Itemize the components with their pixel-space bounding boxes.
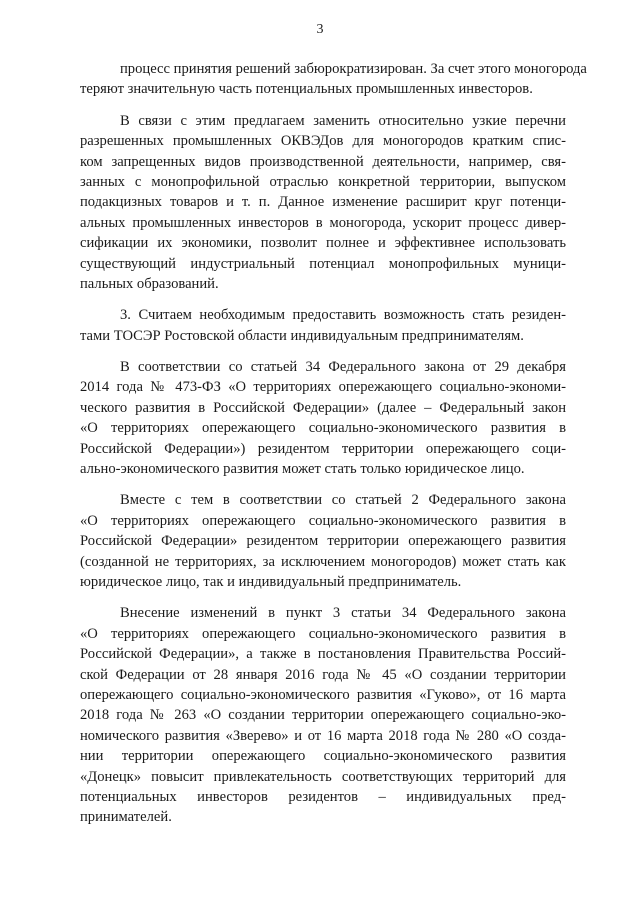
text-line: пальных образований. bbox=[80, 275, 219, 292]
text-line: теряют значительную часть потенциальных промышленных инвесторов. bbox=[80, 81, 533, 98]
text-line: альных промышленных инвесторов в моногорода, ускорит процесс дивер- bbox=[80, 214, 566, 231]
paragraph bbox=[80, 603, 566, 827]
text-line: ально-экономического развития может стать только юридическое лицо. bbox=[80, 461, 525, 478]
text-line: подакцизных товаров и т. п. Данное изменение расширит круг потенци- bbox=[80, 194, 566, 211]
text-line: занных с монопрофильной отраслью конкретной территории, выпуском bbox=[80, 173, 566, 190]
text-line: Вместе с тем в соответствии со статьей 2 Федерального закона bbox=[120, 492, 566, 509]
text-line: 2014 года № 473-ФЗ «О территориях опережающего социально-экономи- bbox=[80, 379, 566, 396]
text-line: В соответствии со статьей 34 Федерального закона от 29 декабря bbox=[120, 359, 566, 376]
text-line: юридическое лицо, так и индивидуальный предприниматель. bbox=[80, 573, 462, 590]
text-line: потенциальных инвесторов резидентов – индивидуальных пред- bbox=[80, 788, 566, 805]
text-line: (созданной не территориях, за исключением моногородов) может стать как bbox=[80, 553, 566, 570]
text-line: номического развития «Зверево» и от 16 марта 2018 года № 280 «О созда- bbox=[80, 727, 566, 744]
text-line: «О территориях опережающего социально-экономического развития в bbox=[80, 420, 566, 437]
text-line: 3. Считаем необходимым предоставить возможность стать резиден- bbox=[120, 307, 566, 324]
text-line: 2018 года № 263 «О создании территории опережающего социально-эко- bbox=[80, 707, 566, 724]
text-line: сификации их экономики, позволит полнее и эффективнее использовать bbox=[80, 235, 566, 252]
text-line: «О территориях опережающего социально-экономического развития в bbox=[80, 625, 566, 642]
text-line: ской Федерации от 28 января 2016 года № 45 «О создании территории bbox=[80, 666, 566, 683]
text-line: Внесение изменений в пункт 3 статьи 34 Федерального закона bbox=[120, 605, 566, 622]
text-line: Российской Федерации» резидентом территории опережающего развития bbox=[80, 533, 566, 550]
text-line: «Донецк» повысит привлекательность соответствующих территорий для bbox=[80, 768, 566, 785]
text-line: существующий индустриальный потенциал монопрофильных муници- bbox=[80, 255, 566, 272]
text-line: Российской Федерации») резидентом территории опережающего соци- bbox=[80, 440, 566, 457]
text-line: принимателей. bbox=[80, 809, 172, 826]
text-line: нии территории опережающего социально-экономического развития bbox=[80, 748, 566, 765]
page-number: 3 bbox=[316, 22, 324, 37]
paragraph bbox=[80, 357, 566, 479]
text-line: Российской Федерации», а также в постановления Правительства Россий- bbox=[80, 646, 566, 663]
text-line: В связи с этим предлагаем заменить относительно узкие перечни bbox=[120, 112, 566, 129]
paragraph bbox=[80, 111, 566, 295]
text-line: опережающего социально-экономического развития «Гуково», от 16 марта bbox=[80, 686, 566, 703]
text-line: разрешенных промышленных ОКВЭДов для моногородов кратким спис- bbox=[80, 133, 566, 150]
text-line: тами ТОСЭР Ростовской области индивидуальным предпринимателям. bbox=[80, 327, 524, 344]
paragraph bbox=[80, 59, 587, 100]
text-line: процесс принятия решений забюрократизирован. За счет этого моногорода bbox=[120, 61, 587, 77]
text-line: ком запрещенных видов производственной деятельности, например, свя- bbox=[80, 153, 566, 170]
document-body bbox=[80, 59, 587, 839]
paragraph bbox=[80, 305, 566, 346]
text-line: ческого развития в Российской Федерации» (далее – Федеральный закон bbox=[80, 399, 566, 416]
paragraph bbox=[80, 490, 566, 592]
text-line: «О территориях опережающего социально-экономического развития в bbox=[80, 512, 566, 529]
